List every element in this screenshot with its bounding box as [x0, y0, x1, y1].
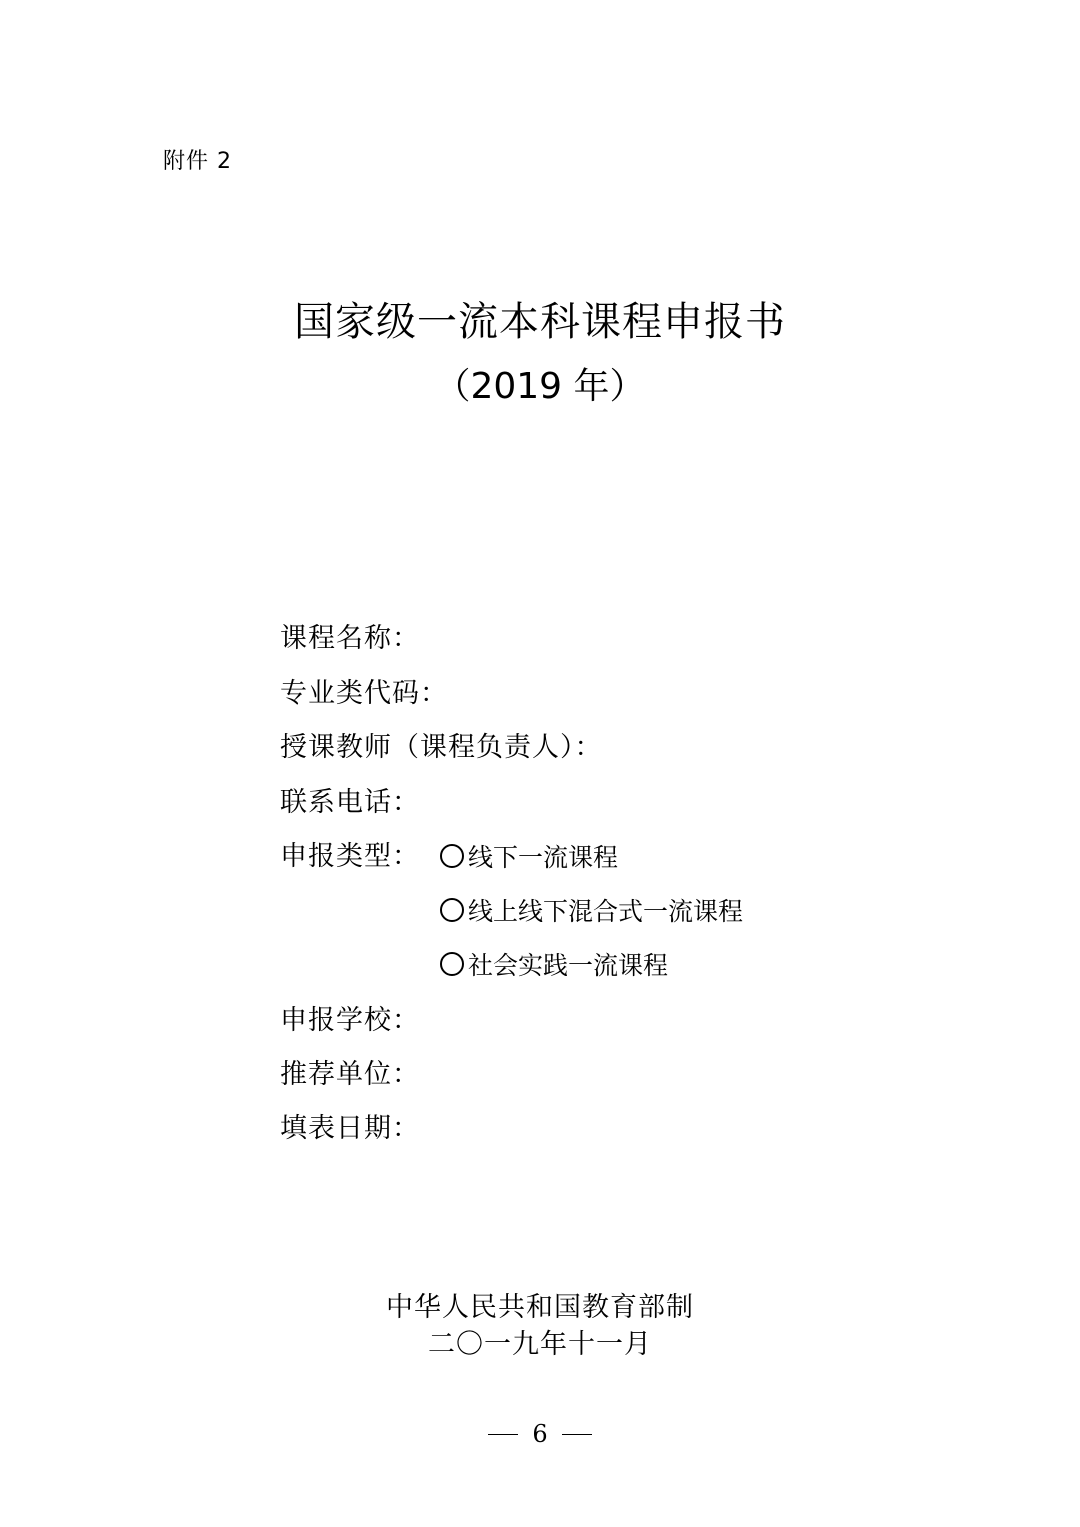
- option-label: 线上线下混合式一流课程: [468, 897, 744, 926]
- recommender-label: 推荐单位：: [280, 1059, 420, 1090]
- phone-label: 联系电话：: [280, 787, 420, 818]
- course-name-label: 课程名称：: [280, 623, 420, 654]
- issue-date: 二〇一九年十一月: [428, 1329, 652, 1360]
- radio-circle-icon[interactable]: [440, 952, 464, 976]
- option-offline-course[interactable]: [440, 838, 618, 874]
- page-number: 6: [532, 1420, 548, 1448]
- option-social-practice-course[interactable]: [440, 946, 668, 982]
- option-blended-course[interactable]: [440, 892, 743, 928]
- fill-date-label: 填表日期：: [280, 1113, 420, 1144]
- radio-circle-icon[interactable]: [440, 898, 464, 922]
- attachment-label: 附件 2: [163, 149, 232, 174]
- page-number-footer: [0, 1420, 1080, 1448]
- teacher-label: 授课教师（课程负责人）：: [280, 732, 603, 763]
- document-title: 国家级一流本科课程申报书: [294, 299, 786, 345]
- radio-circle-icon[interactable]: [440, 844, 464, 868]
- school-label: 申报学校：: [280, 1005, 420, 1036]
- document-year: （2019 年）: [434, 366, 646, 407]
- major-code-label: 专业类代码：: [280, 678, 448, 709]
- dash-left: [488, 1434, 518, 1435]
- apply-type-label: 申报类型：: [280, 841, 420, 872]
- option-label: 线下一流课程: [468, 843, 619, 872]
- option-label: 社会实践一流课程: [468, 951, 669, 980]
- dash-right: [562, 1434, 592, 1435]
- issuer: 中华人民共和国教育部制: [386, 1292, 694, 1323]
